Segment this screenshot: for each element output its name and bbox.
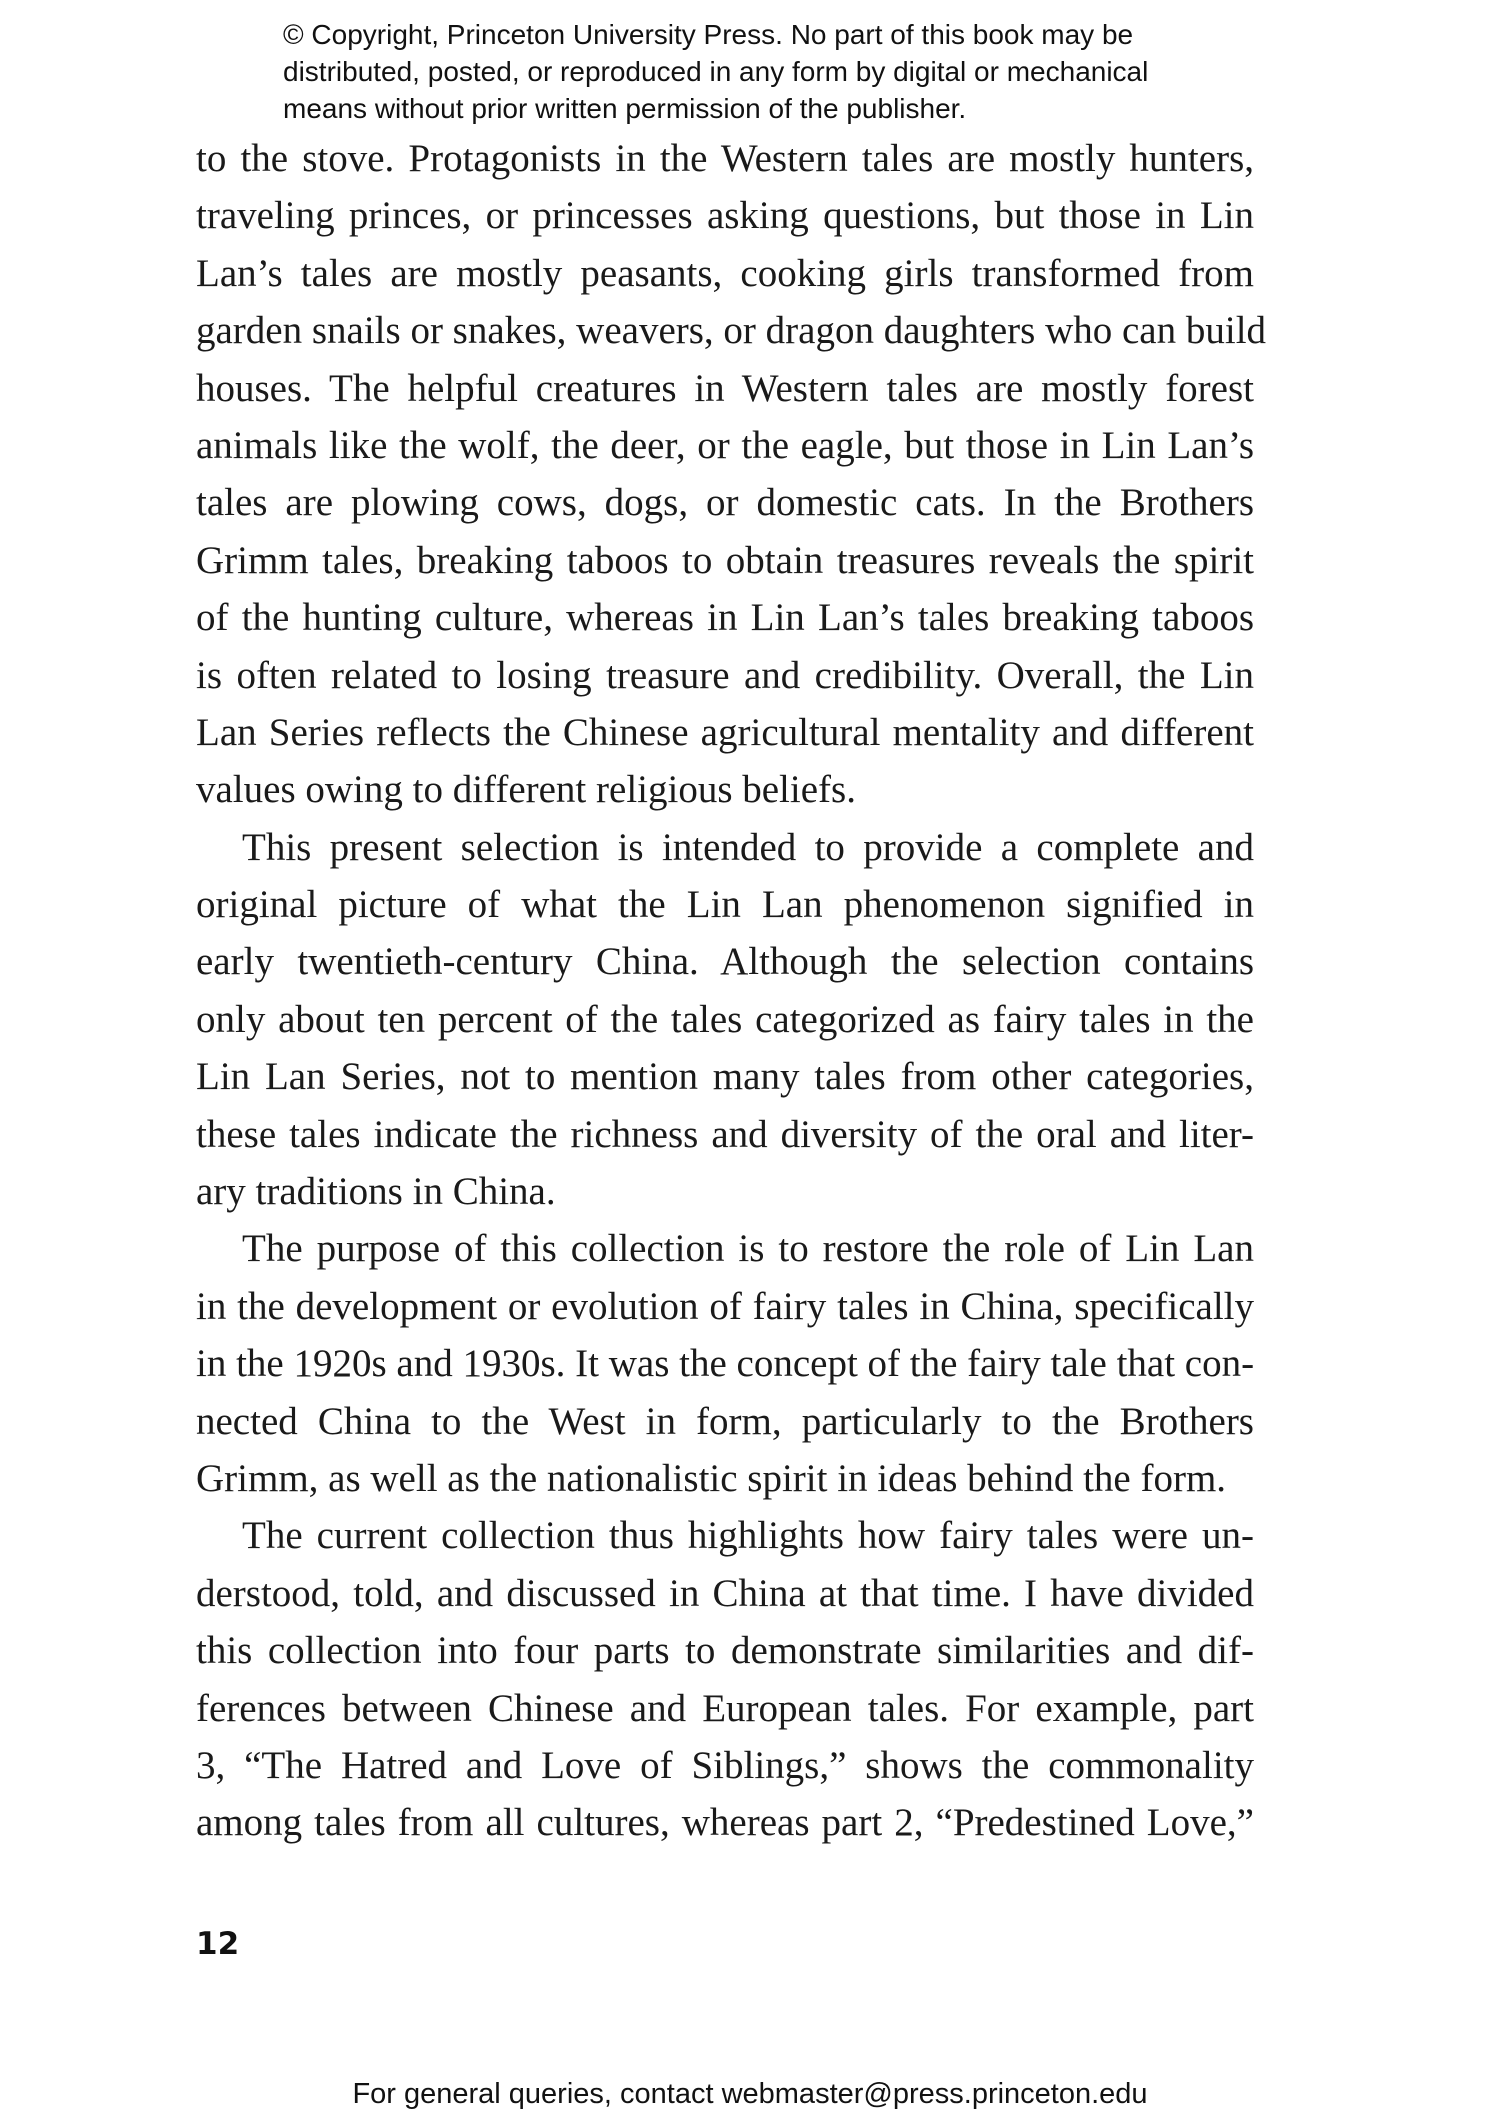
- text-line: ferences between Chinese and European tales. For example, part: [196, 1686, 1254, 1730]
- text-line: Lan’s tales are mostly peasants, cooking girls transformed from: [196, 251, 1254, 295]
- text-line: original picture of what the Lin Lan phenomenon signified in: [196, 883, 1254, 927]
- text-line: to the stove. Protagonists in the Western tales are mostly hunters,: [196, 137, 1254, 180]
- text-line: in the development or evolution of fairy tales in China, specifically: [196, 1284, 1254, 1328]
- page-body: [196, 130, 1267, 1852]
- text-line: this collection into four parts to demonstrate similarities and dif-: [196, 1629, 1254, 1673]
- text-line: ary traditions in China.: [196, 1170, 556, 1214]
- text-line: is often related to losing treasure and credibility. Overall, the Lin: [196, 653, 1254, 697]
- text-line: Grimm, as well as the nationalistic spirit in ideas behind the form.: [196, 1456, 1227, 1500]
- text-line: only about ten percent of the tales categorized as fairy tales in the: [196, 997, 1254, 1041]
- copyright-notice: [283, 16, 1283, 127]
- paragraph-4: [196, 1507, 1254, 1851]
- paragraph-3: [196, 1220, 1254, 1507]
- paragraph-2: [196, 819, 1254, 1221]
- text-line: Grimm tales, breaking taboos to obtain treasures reveals the spirit: [196, 538, 1254, 582]
- text-line: garden snails or snakes, weavers, or dragon daughters who can build: [196, 309, 1267, 353]
- text-line: animals like the wolf, the deer, or the eagle, but those in Lin Lan’s: [196, 423, 1254, 467]
- copyright-line: © Copyright, Princeton University Press. No part of this book may be: [283, 19, 1134, 50]
- text-line: 3, “The Hatred and Love of Siblings,” shows the commonality: [196, 1743, 1254, 1787]
- copyright-line: distributed, posted, or reproduced in any form by digital or mechanical: [283, 56, 1149, 87]
- text-line: of the hunting culture, whereas in Lin Lan’s tales breaking taboos: [196, 596, 1254, 640]
- text-line: Lin Lan Series, not to mention many tales from other categories,: [196, 1055, 1254, 1099]
- text-line: values owing to different religious beliefs.: [196, 768, 856, 812]
- text-line: nected China to the West in form, particularly to the Brothers: [196, 1399, 1254, 1443]
- text-line: This present selection is intended to provide a complete and: [242, 825, 1254, 869]
- copyright-line: means without prior written permission of the publisher.: [283, 93, 967, 124]
- footer-contact: For general queries, contact webmaster@press.princeton.edu: [352, 2078, 1148, 2110]
- text-line: The purpose of this collection is to restore the role of Lin Lan: [242, 1227, 1254, 1271]
- text-line: derstood, told, and discussed in China at that time. I have divided: [196, 1571, 1254, 1615]
- text-line: early twentieth-century China. Although the selection contains: [196, 940, 1254, 984]
- text-line: in the 1920s and 1930s. It was the concept of the fairy tale that con-: [196, 1342, 1255, 1386]
- text-line: The current collection thus highlights how fairy tales were un-: [242, 1514, 1254, 1558]
- text-line: these tales indicate the richness and diversity of the oral and liter-: [196, 1112, 1254, 1156]
- text-line: Lan Series reflects the Chinese agricultural mentality and different: [196, 710, 1254, 754]
- text-line: tales are plowing cows, dogs, or domestic cats. In the Brothers: [196, 481, 1254, 525]
- paragraph-1: [196, 130, 1267, 819]
- text-line: houses. The helpful creatures in Western tales are mostly forest: [196, 366, 1254, 410]
- text-line: among tales from all cultures, whereas part 2, “Predestined Love,”: [196, 1801, 1254, 1845]
- text-line: traveling princes, or princesses asking questions, but those in Lin: [196, 194, 1254, 238]
- page-number: 12: [196, 1926, 240, 1962]
